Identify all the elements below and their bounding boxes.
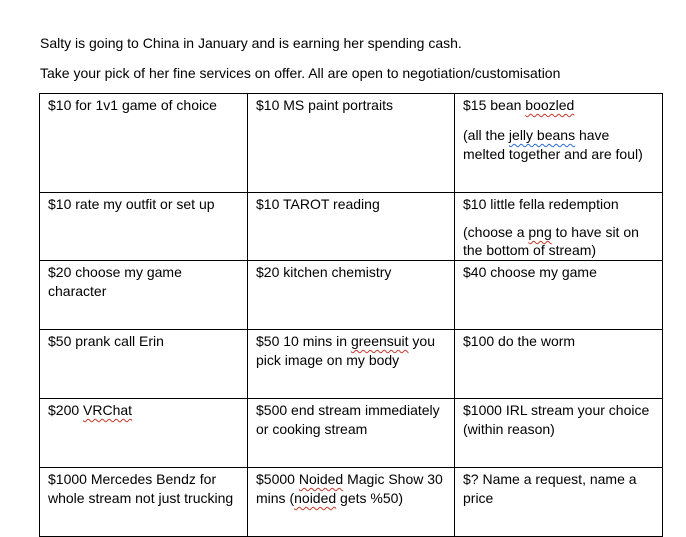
service-text: $10 TAROT reading (256, 196, 380, 212)
service-cell (40, 468, 248, 537)
service-text (256, 471, 443, 506)
table-row (40, 399, 663, 468)
service-text: $500 end stream immediately or cooking stream (256, 402, 440, 437)
table-row (40, 94, 663, 193)
service-text: $10 for 1v1 game of choice (48, 97, 217, 113)
spelling-flagged-word: boozled (525, 97, 575, 113)
service-note-part: (choose a (463, 224, 529, 240)
service-text-part: you pick image on my body (256, 333, 436, 368)
service-cell (455, 193, 663, 261)
service-text: $? Name a request, name a price (463, 471, 637, 506)
table-row (40, 330, 663, 399)
service-text: $1000 IRL stream your choice (within reason) (463, 402, 650, 437)
table-row (40, 468, 663, 537)
service-text-part: $50 10 mins in (256, 333, 351, 349)
service-cell (455, 330, 663, 399)
service-cell (40, 399, 248, 468)
service-text: $10 MS paint portraits (256, 97, 393, 113)
service-cell (248, 399, 455, 468)
grammar-flagged-word: jelly beans (508, 127, 576, 143)
service-text: $40 choose my game (463, 264, 597, 280)
service-cell (40, 330, 248, 399)
service-text: $100 do the worm (463, 333, 576, 349)
service-text: $20 choose my game character (48, 264, 182, 299)
service-note-part: have melted together and are foul) (463, 127, 643, 162)
service-text: $20 kitchen chemistry (256, 264, 392, 280)
spelling-flagged-word: VRChat (83, 402, 133, 418)
table-row (40, 193, 663, 261)
intro-line-2: Take your pick of her fine services on offer. All are open to negotiation/customisation (40, 65, 561, 81)
service-cell (455, 94, 663, 193)
service-cell (455, 261, 663, 330)
service-text: $1000 Mercedes Bendz for whole stream not just trucking (48, 471, 234, 506)
service-note (463, 126, 655, 164)
services-table (39, 93, 663, 537)
service-text (256, 333, 435, 368)
service-cell (40, 94, 248, 193)
service-cell (248, 468, 455, 537)
spelling-flagged-word: greensuit (350, 333, 409, 349)
service-text: $10 little fella redemption (463, 196, 619, 212)
service-note-part: (all the (463, 127, 509, 143)
service-cell (40, 193, 248, 261)
spelling-flagged-word: png (528, 224, 552, 240)
service-text: $10 rate my outfit or set up (48, 196, 215, 212)
service-text-part: $15 bean (463, 97, 526, 113)
service-cell (248, 94, 455, 193)
service-cell (40, 261, 248, 330)
service-text: $50 prank call Erin (48, 333, 164, 349)
service-text-part: gets %50) (336, 490, 404, 506)
service-text-part: $200 (48, 402, 84, 418)
service-text-part: $5000 (256, 471, 299, 487)
service-cell (248, 261, 455, 330)
spelling-flagged-word: Noided (298, 471, 344, 487)
service-note (463, 223, 655, 259)
service-note-part: to have sit on the bottom of stream) (463, 224, 639, 258)
intro-line-1: Salty is going to China in January and is earning her spending cash. (40, 35, 462, 51)
service-text-part: Magic Show 30 mins ( (256, 471, 443, 506)
service-text (48, 402, 132, 418)
service-cell (455, 468, 663, 537)
service-cell (248, 330, 455, 399)
service-cell (248, 193, 455, 261)
service-cell (455, 399, 663, 468)
service-text (463, 97, 574, 113)
table-row (40, 261, 663, 330)
spelling-flagged-word: noided (294, 490, 337, 506)
